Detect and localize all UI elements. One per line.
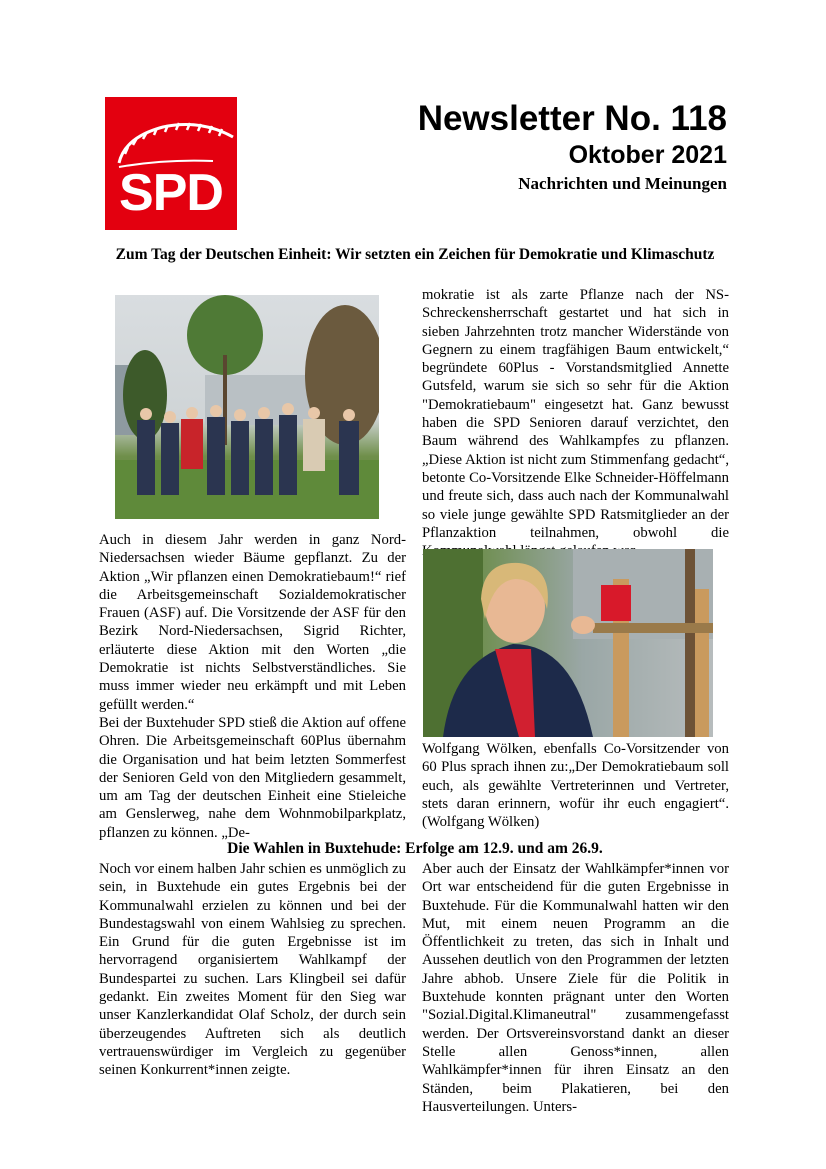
article1-headline: Zum Tag der Deutschen Einheit: Wir setzten ein Zeichen für Demokratie und Klimaschutz (115, 246, 715, 263)
article2-paragraph1: Noch vor einem halben Jahr schien es unmöglich zu sein, in Buxtehude ein gutes Ergebnis bei der Kommunalwahl erzielen zu können und bei der Bundestagswahl von einem Wahlsieg zu sprechen. Ein Grund für die guten Ergebnisse ist im hervorragend organisiertem Wahlkampf der Bundespartei zu suchen. Lars Klingbeil sei dafür gedankt. Ein zweites Moment für den Sieg war unser Kanzlerkandidat Olaf Scholz, der durch sein überzeugendes Auftreten sich als deutlich vertrauenswürdiger im Vergleich zu gegenüber seinen Konkurrent*innen zeigte. (99, 861, 406, 1079)
newsletter-subtitle: Nachrichten und Meinungen (518, 174, 727, 193)
article1-column1 (99, 531, 406, 842)
article1-paragraph1: Auch in diesem Jahr werden in ganz Nord-Niedersachsen wieder Bäume gepflanzt. Zu der Aktion „Wir pflanzen einen Demokratiebaum!“ rief die Arbeitsgemeinschaft Sozialdemokratischer Frauen (ASF) auf. Die Vorsitzende der ASF für den Bezirk Nord-Niedersachsen, Sigrid Richter, erläuterte diese Aktion mit den Worten „die Demokratie ist nichts Selbstverständliches. Sie muss immer wieder neu erkämpft und mit Leben gefüllt werden.“ (99, 532, 406, 713)
spd-logo (105, 97, 237, 230)
article1-column3 (422, 740, 729, 831)
article2-column2 (422, 860, 729, 1116)
article2-headline: Die Wahlen in Buxtehude: Erfolge am 12.9. und am 26.9. (227, 840, 603, 857)
logo-text: SPD (119, 164, 223, 222)
article1-paragraph4: Wolfgang Wölken, ebenfalls Co-Vorsitzender von 60 Plus sprach ihnen zu:„Der Demokratiebaum soll euch, als gewählte Vertreterinnen und Vertreter, stets daran erinnern, wofür ihr euch engagiert“. (Wolfgang Wölken) (422, 741, 729, 831)
newsletter-title: Newsletter No. 118 (417, 99, 727, 138)
article2-paragraph2: Aber auch der Einsatz der Wahlkämpfer*innen vor Ort war entscheidend für die guten Ergebnisse in Buxtehude. Für die Kommunalwahl hatten wir den Mut, mit einem neuen Programm an die Öffentlichkeit zu treten, das sich in Inhalt und Aussehen deutlich von den Programmen der letzten Jahre abhob. Unsere Ziele für die Politik in Buxtehude konnten prägnant unter den Worten "Sozial.Digital.Klimaneutral" zusammengefasst werden. Der Ortsvereinsvorstand dankt an dieser Stelle allen Genoss*innen, allen Wahlkämpfer*innen für ihren Einsatz an den Ständen, beim Plakatieren, bei den Hausverteilungen. Unters- (422, 861, 729, 1115)
article2-column1 (99, 860, 406, 1080)
newsletter-date: Oktober 2021 (568, 141, 727, 169)
group-photo (115, 295, 379, 519)
tree-sign-photo (423, 549, 713, 737)
article1-paragraph3: mokratie ist als zarte Pflanze nach der NS-Schreckensherrschaft gestartet und hat sich in sieben Jahrzehnten trotz mancher Widerstände von Gegnern zu einem tragfähigen Baum entwickelt,“ begründete 60Plus - Vorstandsmitglied Annette Gutsfeld, warum sie sich so sehr für die Aktion "Demokratiebaum" eingesetzt hat. Ganz bewusst haben die SPD Senioren darauf verzichtet, den Baum während des Wahlkampfes zu pflanzen. „Diese Aktion ist nicht zum Stimmenfang gedacht“, betonte Co-Vorsitzende Elke Schneider-Höffelmann und freute sich, dass auch nach der Kommunalwahl so viele junge gewählte SPD Ratsmitglieder an der Pflanzaktion teilnahmen, obwohl die (422, 287, 729, 541)
article1-paragraph2: Bei der Buxtehuder SPD stieß die Aktion auf offene Ohren. Die Arbeitsgemeinschaft 60Plus übernahm die Organisation und hat beim letzten Sommerfest der Senioren Geld von den Mitgliedern gesammelt, um am Tag der deutschen Einheit eine Stieleiche am Genslerweg, nahe dem Wohnmobilparkplatz, pflanzen zu können. „De- (99, 714, 406, 841)
article1-column2 (422, 286, 729, 560)
